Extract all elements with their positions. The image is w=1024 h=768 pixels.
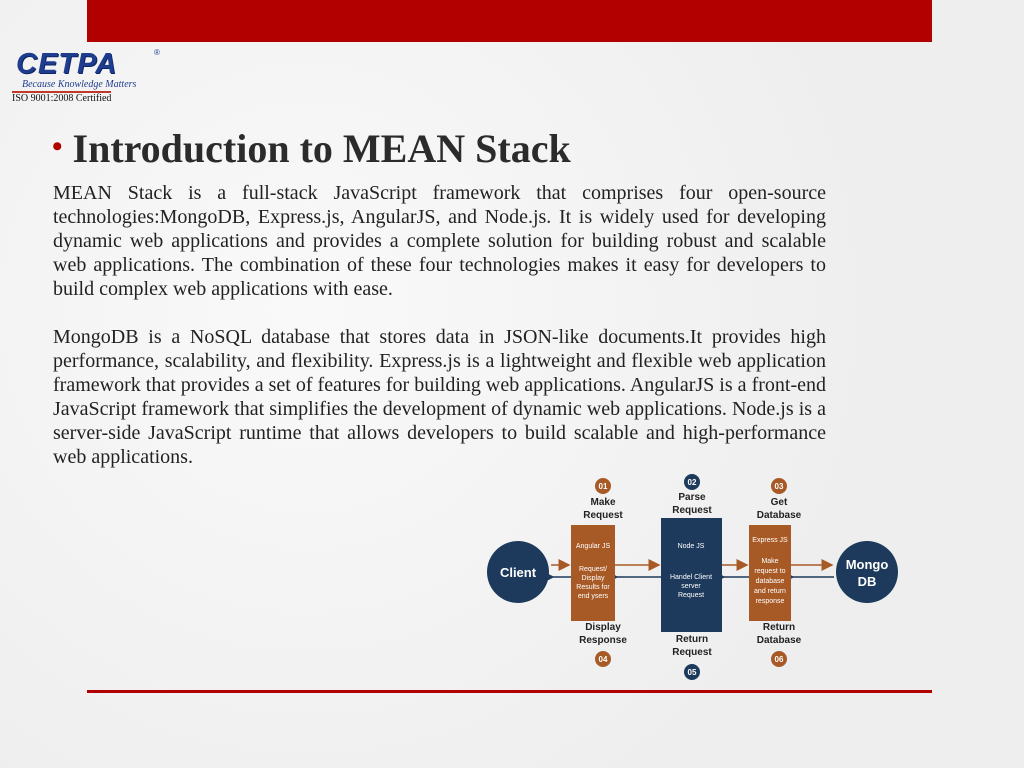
logo-tagline: Because Knowledge Matters [22,79,137,90]
title-text: Introduction to MEAN Stack [72,126,571,171]
svg-text:04: 04 [598,655,608,664]
svg-text:01: 01 [598,482,608,491]
step-02 [672,474,712,516]
express-box [749,525,791,621]
svg-text:request to: request to [754,568,786,575]
svg-text:05: 05 [687,668,697,677]
step-03 [757,478,802,521]
mean-stack-diagram [485,472,905,684]
svg-text:database: database [755,578,785,585]
express-title: Express JS [752,537,788,544]
svg-text:Results for: Results for [576,584,610,591]
cetpa-logo [8,46,162,104]
step-04 [579,622,627,667]
logo-certification: ISO 9001:2008 Certified [12,93,112,104]
logo-registered-mark: ® [154,48,160,57]
paragraph-mean-stack: MEAN Stack is a full-stack JavaScript framework that comprises four open-source technologies:MongoDB, Express.js, AngularJS, and Node.js. It is widely used for developing dynamic web applications and provides a complete solution for building robust and scalable web applications. The combination of these four technologies makes it easy for developers to build complex web applications with ease. [53,182,826,300]
svg-text:server: server [681,583,701,590]
svg-text:and return: and return [754,588,786,595]
angular-box [571,525,615,621]
svg-text:Display: Display [585,622,621,633]
client-node [487,541,549,603]
nodejs-box [661,518,722,632]
svg-text:Request: Request [672,505,712,516]
footer-red-line [87,690,932,693]
paragraph-technologies: MongoDB is a NoSQL database that stores data in JSON-like documents.It provides high performance, scalability, and flexibility. Express.js is a lightweight and flexible web application framework that provides a set of features for building web applications. AngularJS is a front-end JavaScript framework that simplifies the development of dynamic web applications. Node.js is a server-side JavaScript runtime that allows developers to build scalable and high-performance web applications. [53,326,826,468]
svg-text:Parse: Parse [678,492,706,503]
svg-text:Response: Response [579,635,627,646]
svg-text:end ysers: end ysers [577,593,609,600]
svg-text:Database: Database [756,635,802,646]
svg-text:02: 02 [687,478,697,487]
step-01 [583,478,623,521]
svg-text:Request/: Request/ [578,566,608,573]
svg-text:response: response [755,598,785,605]
svg-text:Request: Request [672,647,712,658]
svg-text:Database: Database [756,510,802,521]
client-label: Client [499,565,537,580]
svg-text:Get: Get [770,497,788,508]
svg-text:Return: Return [762,622,796,633]
angular-title: Angular JS [575,543,611,550]
step-06 [757,622,802,667]
svg-text:Return: Return [675,634,709,645]
svg-text:Request: Request [583,510,623,521]
svg-text:Request: Request [677,592,705,599]
svg-text:Display: Display [581,575,605,582]
logo-wordmark: CETPA [16,48,118,80]
svg-text:06: 06 [774,655,784,664]
step-05 [672,634,712,680]
slide-title [52,125,571,172]
mongodb-label-line2: DB [857,574,877,589]
header-red-bar [87,0,932,42]
title-bullet: • [52,130,63,163]
node-title: Node JS [677,543,705,550]
svg-text:Handel Client: Handel Client [669,574,713,581]
svg-text:Make: Make [590,497,616,508]
svg-text:03: 03 [774,482,784,491]
svg-text:Make: Make [761,558,779,565]
mongodb-node [836,541,898,603]
mongodb-label-line1: Mongo [845,557,889,572]
